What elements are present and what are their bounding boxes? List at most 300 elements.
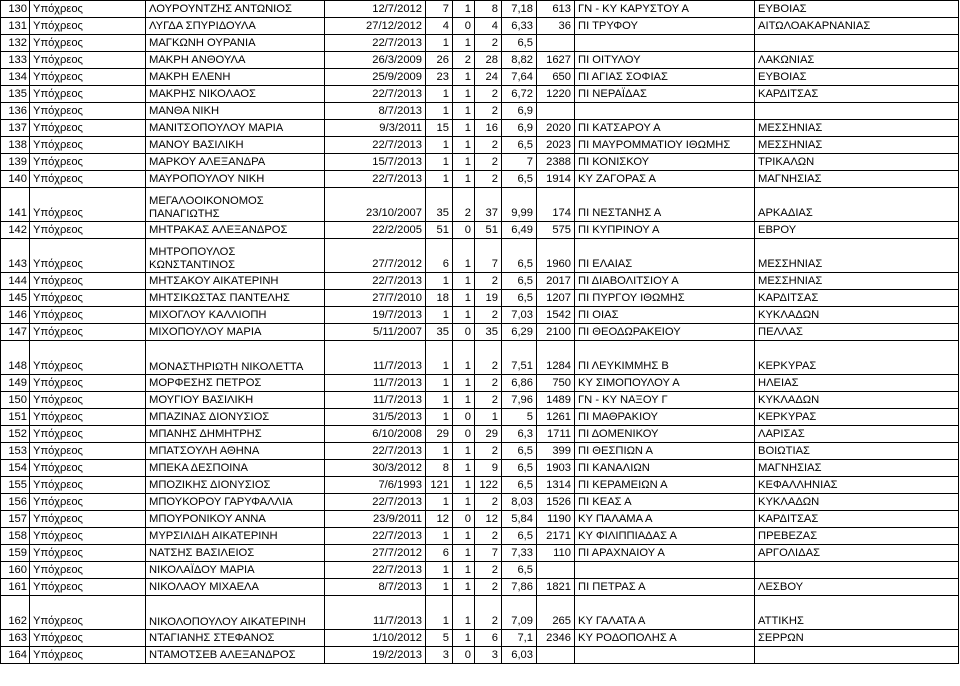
- cell-status: Υπόχρεος: [30, 1, 146, 18]
- table-row: [1, 137, 959, 154]
- cell-unit-code: 1821: [537, 579, 575, 596]
- cell-score: 6,03: [502, 647, 537, 664]
- cell-count-a: 51: [426, 222, 453, 239]
- cell-unit-name: ΚΥ ΦΙΛΙΠΠΙΑΔΑΣ Α: [575, 528, 755, 545]
- cell-status: Υπόχρεος: [30, 239, 146, 273]
- cell-unit-code: 2171: [537, 528, 575, 545]
- cell-status: Υπόχρεος: [30, 324, 146, 341]
- cell-count-a: 1: [426, 171, 453, 188]
- cell-count-a: 18: [426, 290, 453, 307]
- cell-count-b: 1: [453, 545, 475, 562]
- cell-unit-code: 1489: [537, 392, 575, 409]
- cell-status: Υπόχρεος: [30, 137, 146, 154]
- cell-row-number: 157: [1, 511, 30, 528]
- cell-status: Υπόχρεος: [30, 341, 146, 375]
- table-row: [1, 154, 959, 171]
- cell-count-total: 2: [475, 273, 502, 290]
- cell-count-total: 7: [475, 239, 502, 273]
- cell-row-number: 162: [1, 596, 30, 630]
- cell-unit-code: 1314: [537, 477, 575, 494]
- table-row: [1, 477, 959, 494]
- cell-row-number: 142: [1, 222, 30, 239]
- cell-score: 6,5: [502, 290, 537, 307]
- cell-full-name: ΜΠΑΝΗΣ ΔΗΜΗΤΡΗΣ: [146, 426, 325, 443]
- cell-count-total: 2: [475, 528, 502, 545]
- cell-full-name: ΜΑΓΚΩΝΗ ΟΥΡΑΝΙΑ: [146, 35, 325, 52]
- cell-count-total: 4: [475, 18, 502, 35]
- cell-unit-name: ΠΙ ΚΕΡΑΜΕΙΩΝ Α: [575, 477, 755, 494]
- cell-count-b: 2: [453, 188, 475, 222]
- cell-date: 6/10/2008: [325, 426, 426, 443]
- cell-full-name: ΜΠΑΤΣΟΥΛΗ ΑΘΗΝΑ: [146, 443, 325, 460]
- cell-status: Υπόχρεος: [30, 120, 146, 137]
- cell-unit-code: 265: [537, 596, 575, 630]
- cell-unit-name: [575, 562, 755, 579]
- table-row: [1, 579, 959, 596]
- cell-count-total: 3: [475, 647, 502, 664]
- cell-prefecture: ΜΕΣΣΗΝΙΑΣ: [755, 239, 959, 273]
- cell-unit-code: 750: [537, 375, 575, 392]
- cell-count-total: 29: [475, 426, 502, 443]
- cell-prefecture: ΚΑΡΔΙΤΣΑΣ: [755, 290, 959, 307]
- cell-full-name: ΜΠΟΥΡΟΝΙΚΟΥ ΑΝΝΑ: [146, 511, 325, 528]
- cell-prefecture: ΚΕΦΑΛΛΗΝΙΑΣ: [755, 477, 959, 494]
- cell-unit-code: [537, 647, 575, 664]
- table-row: [1, 188, 959, 222]
- cell-full-name: ΜΕΓΑΛΟΟΙΚΟΝΟΜΟΣ ΠΑΝΑΓΙΩΤΗΣ: [146, 188, 325, 222]
- cell-count-total: 24: [475, 69, 502, 86]
- cell-prefecture: [755, 35, 959, 52]
- cell-full-name: ΜΠΟΥΚΟΡΟΥ ΓΑΡΥΦΑΛΛΙΑ: [146, 494, 325, 511]
- cell-row-number: 131: [1, 18, 30, 35]
- cell-date: 22/7/2013: [325, 86, 426, 103]
- cell-prefecture: ΚΕΡΚΥΡΑΣ: [755, 409, 959, 426]
- cell-row-number: 163: [1, 630, 30, 647]
- cell-date: 30/3/2012: [325, 460, 426, 477]
- cell-prefecture: ΜΑΓΝΗΣΙΑΣ: [755, 460, 959, 477]
- cell-count-a: 1: [426, 579, 453, 596]
- cell-unit-code: 174: [537, 188, 575, 222]
- cell-status: Υπόχρεος: [30, 409, 146, 426]
- cell-count-b: 1: [453, 630, 475, 647]
- cell-count-a: 3: [426, 647, 453, 664]
- cell-row-number: 152: [1, 426, 30, 443]
- cell-score: 7,1: [502, 630, 537, 647]
- cell-status: Υπόχρεος: [30, 460, 146, 477]
- cell-count-total: 28: [475, 52, 502, 69]
- table-row: [1, 511, 959, 528]
- cell-count-a: 15: [426, 120, 453, 137]
- cell-unit-code: 2020: [537, 120, 575, 137]
- cell-score: 7,09: [502, 596, 537, 630]
- cell-count-total: 7: [475, 545, 502, 562]
- cell-unit-name: ΠΙ ΟΙΤΥΛΟΥ: [575, 52, 755, 69]
- cell-count-total: 2: [475, 579, 502, 596]
- cell-unit-name: ΓΝ - ΚΥ ΚΑΡΥΣΤΟΥ Α: [575, 1, 755, 18]
- cell-date: 23/10/2007: [325, 188, 426, 222]
- cell-status: Υπόχρεος: [30, 443, 146, 460]
- cell-prefecture: ΜΕΣΣΗΝΙΑΣ: [755, 120, 959, 137]
- cell-count-a: 8: [426, 460, 453, 477]
- cell-count-total: 2: [475, 171, 502, 188]
- cell-date: 22/7/2013: [325, 273, 426, 290]
- cell-score: 7,51: [502, 341, 537, 375]
- cell-date: 22/7/2013: [325, 137, 426, 154]
- cell-full-name: ΜΥΡΣΙΛΙΔΗ ΑΙΚΑΤΕΡΙΝΗ: [146, 528, 325, 545]
- cell-status: Υπόχρεος: [30, 630, 146, 647]
- cell-count-a: 1: [426, 375, 453, 392]
- cell-date: 22/7/2013: [325, 35, 426, 52]
- cell-row-number: 135: [1, 86, 30, 103]
- cell-row-number: 160: [1, 562, 30, 579]
- cell-prefecture: ΛΑΚΩΝΙΑΣ: [755, 52, 959, 69]
- cell-date: 7/6/1993: [325, 477, 426, 494]
- cell-count-total: 2: [475, 35, 502, 52]
- cell-unit-name: ΠΙ ΔΟΜΕΝΙΚΟΥ: [575, 426, 755, 443]
- cell-count-total: 2: [475, 443, 502, 460]
- table-row: [1, 239, 959, 273]
- cell-row-number: 150: [1, 392, 30, 409]
- cell-unit-name: ΠΙ ΚΑΤΣΑΡΟΥ Α: [575, 120, 755, 137]
- cell-count-b: 1: [453, 103, 475, 120]
- cell-full-name: ΜΑΝΘΑ ΝΙΚΗ: [146, 103, 325, 120]
- cell-full-name: ΜΑΝΟΥ ΒΑΣΙΛΙΚΗ: [146, 137, 325, 154]
- cell-count-b: 1: [453, 528, 475, 545]
- cell-count-a: 5: [426, 630, 453, 647]
- cell-count-b: 0: [453, 426, 475, 443]
- cell-unit-name: ΠΙ ΚΑΝΑΛΙΩΝ: [575, 460, 755, 477]
- cell-row-number: 143: [1, 239, 30, 273]
- cell-count-b: 0: [453, 222, 475, 239]
- table-row: [1, 35, 959, 52]
- cell-unit-code: 110: [537, 545, 575, 562]
- cell-unit-code: 650: [537, 69, 575, 86]
- cell-full-name: ΝΤΑΓΙΑΝΗΣ ΣΤΕΦΑΝΟΣ: [146, 630, 325, 647]
- cell-unit-name: ΠΙ ΚΕΑΣ Α: [575, 494, 755, 511]
- cell-count-b: 1: [453, 290, 475, 307]
- table-row: [1, 460, 959, 477]
- cell-unit-code: 1627: [537, 52, 575, 69]
- cell-unit-code: 1914: [537, 171, 575, 188]
- cell-count-b: 2: [453, 52, 475, 69]
- cell-prefecture: ΑΤΤΙΚΗΣ: [755, 596, 959, 630]
- cell-score: 6,9: [502, 120, 537, 137]
- cell-prefecture: ΑΡΓΟΛΙΔΑΣ: [755, 545, 959, 562]
- table-row: [1, 562, 959, 579]
- cell-count-b: 1: [453, 35, 475, 52]
- cell-score: 6,3: [502, 426, 537, 443]
- cell-prefecture: ΗΛΕΙΑΣ: [755, 375, 959, 392]
- cell-date: 25/9/2009: [325, 69, 426, 86]
- cell-full-name: ΜΗΤΣΑΚΟΥ ΑΙΚΑΤΕΡΙΝΗ: [146, 273, 325, 290]
- cell-unit-name: ΓΝ - ΚΥ ΝΑΞΟΥ Γ: [575, 392, 755, 409]
- table-row: [1, 392, 959, 409]
- cell-unit-name: ΠΙ ΑΓΙΑΣ ΣΟΦΙΑΣ: [575, 69, 755, 86]
- cell-score: 8,82: [502, 52, 537, 69]
- cell-unit-code: 399: [537, 443, 575, 460]
- cell-prefecture: ΕΒΡΟΥ: [755, 222, 959, 239]
- cell-unit-name: ΠΙ ΚΥΠΡΙΝΟΥ Α: [575, 222, 755, 239]
- cell-full-name: ΜΙΧΟΠΟΥΛΟΥ ΜΑΡΙΑ: [146, 324, 325, 341]
- cell-count-total: 2: [475, 494, 502, 511]
- cell-date: 19/2/2013: [325, 647, 426, 664]
- cell-prefecture: ΒΟΙΩΤΙΑΣ: [755, 443, 959, 460]
- cell-count-total: 2: [475, 103, 502, 120]
- cell-status: Υπόχρεος: [30, 511, 146, 528]
- cell-count-a: 121: [426, 477, 453, 494]
- cell-row-number: 138: [1, 137, 30, 154]
- cell-count-b: 1: [453, 86, 475, 103]
- cell-date: 27/7/2010: [325, 290, 426, 307]
- cell-count-b: 1: [453, 596, 475, 630]
- cell-unit-code: 613: [537, 1, 575, 18]
- table-body: [1, 1, 959, 664]
- cell-unit-name: [575, 35, 755, 52]
- cell-score: 6,5: [502, 460, 537, 477]
- cell-status: Υπόχρεος: [30, 103, 146, 120]
- cell-date: 9/3/2011: [325, 120, 426, 137]
- cell-unit-code: 1284: [537, 341, 575, 375]
- cell-full-name: ΜΗΤΡΑΚΑΣ ΑΛΕΞΑΝΔΡΟΣ: [146, 222, 325, 239]
- cell-count-total: 2: [475, 341, 502, 375]
- cell-status: Υπόχρεος: [30, 18, 146, 35]
- cell-count-total: 9: [475, 460, 502, 477]
- cell-score: 6,9: [502, 103, 537, 120]
- table-row: [1, 630, 959, 647]
- cell-count-a: 1: [426, 154, 453, 171]
- cell-unit-code: 2346: [537, 630, 575, 647]
- cell-unit-name: ΠΙ ΜΑΘΡΑΚΙΟΥ: [575, 409, 755, 426]
- cell-status: Υπόχρεος: [30, 392, 146, 409]
- cell-count-b: 1: [453, 443, 475, 460]
- cell-unit-code: 2017: [537, 273, 575, 290]
- table-row: [1, 409, 959, 426]
- cell-full-name: ΜΗΤΡΟΠΟΥΛΟΣ ΚΩΝΣΤΑΝΤΙΝΟΣ: [146, 239, 325, 273]
- cell-unit-code: 2100: [537, 324, 575, 341]
- cell-score: 6,5: [502, 137, 537, 154]
- cell-date: 15/7/2013: [325, 154, 426, 171]
- cell-score: 5: [502, 409, 537, 426]
- cell-count-a: 7: [426, 1, 453, 18]
- cell-score: 7: [502, 154, 537, 171]
- cell-status: Υπόχρεος: [30, 579, 146, 596]
- cell-score: 9,99: [502, 188, 537, 222]
- table-row: [1, 103, 959, 120]
- cell-row-number: 164: [1, 647, 30, 664]
- cell-status: Υπόχρεος: [30, 426, 146, 443]
- cell-full-name: ΝΤΑΜΟΤΣΕΒ ΑΛΕΞΑΝΔΡΟΣ: [146, 647, 325, 664]
- cell-prefecture: ΜΑΓΝΗΣΙΑΣ: [755, 171, 959, 188]
- cell-unit-code: 1711: [537, 426, 575, 443]
- cell-unit-name: ΚΥ ΠΑΛΑΜΑ Α: [575, 511, 755, 528]
- cell-count-a: 35: [426, 324, 453, 341]
- cell-count-total: 35: [475, 324, 502, 341]
- cell-count-b: 1: [453, 120, 475, 137]
- cell-unit-name: ΠΙ ΜΑΥΡΟΜΜΑΤΙΟΥ ΙΘΩΜΗΣ: [575, 137, 755, 154]
- cell-row-number: 139: [1, 154, 30, 171]
- cell-status: Υπόχρεος: [30, 494, 146, 511]
- cell-score: 6,5: [502, 35, 537, 52]
- table-row: [1, 307, 959, 324]
- cell-row-number: 141: [1, 188, 30, 222]
- cell-row-number: 137: [1, 120, 30, 137]
- cell-count-b: 1: [453, 137, 475, 154]
- cell-count-total: 16: [475, 120, 502, 137]
- cell-count-b: 1: [453, 579, 475, 596]
- cell-prefecture: ΚΥΚΛΑΔΩΝ: [755, 307, 959, 324]
- cell-row-number: 136: [1, 103, 30, 120]
- cell-unit-code: 1261: [537, 409, 575, 426]
- cell-prefecture: ΛΕΣΒΟΥ: [755, 579, 959, 596]
- cell-count-total: 19: [475, 290, 502, 307]
- cell-row-number: 159: [1, 545, 30, 562]
- cell-full-name: ΜΙΧΟΓΛΟΥ ΚΑΛΛΙΟΠΗ: [146, 307, 325, 324]
- cell-full-name: ΜΗΤΣΙΚΩΣΤΑΣ ΠΑΝΤΕΛΗΣ: [146, 290, 325, 307]
- cell-count-a: 1: [426, 86, 453, 103]
- cell-date: 19/7/2013: [325, 307, 426, 324]
- cell-count-a: 1: [426, 494, 453, 511]
- cell-count-b: 1: [453, 154, 475, 171]
- cell-date: 11/7/2013: [325, 375, 426, 392]
- cell-count-total: 2: [475, 137, 502, 154]
- cell-prefecture: ΠΡΕΒΕΖΑΣ: [755, 528, 959, 545]
- cell-count-a: 35: [426, 188, 453, 222]
- cell-count-total: 2: [475, 392, 502, 409]
- cell-unit-name: ΠΙ ΘΕΟΔΩΡΑΚΕΙΟΥ: [575, 324, 755, 341]
- cell-unit-code: 1960: [537, 239, 575, 273]
- cell-score: 7,03: [502, 307, 537, 324]
- cell-unit-name: ΠΙ ΛΕΥΚΙΜΜΗΣ Β: [575, 341, 755, 375]
- cell-unit-code: 575: [537, 222, 575, 239]
- cell-row-number: 145: [1, 290, 30, 307]
- cell-unit-name: ΚΥ ΓΑΛΑΤΑ Α: [575, 596, 755, 630]
- cell-score: 6,29: [502, 324, 537, 341]
- cell-count-b: 0: [453, 409, 475, 426]
- cell-count-b: 1: [453, 1, 475, 18]
- cell-prefecture: ΕΥΒΟΙΑΣ: [755, 1, 959, 18]
- cell-score: 6,86: [502, 375, 537, 392]
- cell-row-number: 144: [1, 273, 30, 290]
- cell-count-a: 26: [426, 52, 453, 69]
- cell-count-a: 1: [426, 443, 453, 460]
- table-row: [1, 171, 959, 188]
- cell-prefecture: ΤΡΙΚΑΛΩΝ: [755, 154, 959, 171]
- cell-full-name: ΛΟΥΡΟΥΝΤΖΗΣ ΑΝΤΩΝΙΟΣ: [146, 1, 325, 18]
- cell-date: 11/7/2013: [325, 341, 426, 375]
- table-row: [1, 647, 959, 664]
- cell-status: Υπόχρεος: [30, 528, 146, 545]
- cell-status: Υπόχρεος: [30, 290, 146, 307]
- table-row: [1, 426, 959, 443]
- cell-count-total: 122: [475, 477, 502, 494]
- cell-score: 6,72: [502, 86, 537, 103]
- cell-full-name: ΜΟΝΑΣΤΗΡΙΩΤΗ ΝΙΚΟΛΕΤΤΑ: [146, 341, 325, 375]
- cell-status: Υπόχρεος: [30, 69, 146, 86]
- cell-prefecture: ΛΑΡΙΣΑΣ: [755, 426, 959, 443]
- cell-prefecture: ΚΥΚΛΑΔΩΝ: [755, 494, 959, 511]
- cell-row-number: 161: [1, 579, 30, 596]
- cell-prefecture: ΜΕΣΣΗΝΙΑΣ: [755, 273, 959, 290]
- cell-unit-code: 1190: [537, 511, 575, 528]
- cell-unit-name: ΠΙ ΚΟΝΙΣΚΟΥ: [575, 154, 755, 171]
- cell-unit-code: 1220: [537, 86, 575, 103]
- cell-full-name: ΛΥΓΔΑ ΣΠΥΡΙΔΟΥΛΑ: [146, 18, 325, 35]
- cell-unit-code: [537, 35, 575, 52]
- cell-count-a: 1: [426, 35, 453, 52]
- table-row: [1, 120, 959, 137]
- cell-score: 6,5: [502, 239, 537, 273]
- cell-unit-name: ΚΥ ΡΟΔΟΠΟΛΗΣ Α: [575, 630, 755, 647]
- cell-row-number: 148: [1, 341, 30, 375]
- cell-full-name: ΜΑΚΡΗ ΕΛΕΝΗ: [146, 69, 325, 86]
- cell-prefecture: [755, 647, 959, 664]
- cell-prefecture: ΚΥΚΛΑΔΩΝ: [755, 392, 959, 409]
- cell-date: 23/9/2011: [325, 511, 426, 528]
- cell-count-b: 1: [453, 171, 475, 188]
- table-row: [1, 528, 959, 545]
- cell-unit-name: [575, 647, 755, 664]
- cell-count-b: 0: [453, 511, 475, 528]
- cell-unit-code: 1903: [537, 460, 575, 477]
- cell-row-number: 151: [1, 409, 30, 426]
- cell-full-name: ΜΟΡΦΕΣΗΣ ΠΕΤΡΟΣ: [146, 375, 325, 392]
- cell-score: 6,5: [502, 273, 537, 290]
- cell-score: 6,5: [502, 171, 537, 188]
- cell-count-a: 6: [426, 545, 453, 562]
- cell-count-total: 2: [475, 562, 502, 579]
- cell-count-b: 1: [453, 494, 475, 511]
- cell-status: Υπόχρεος: [30, 545, 146, 562]
- cell-count-total: 2: [475, 154, 502, 171]
- cell-score: 7,86: [502, 579, 537, 596]
- cell-full-name: ΜΠΕΚΑ ΔΕΣΠΟΙΝΑ: [146, 460, 325, 477]
- cell-full-name: ΝΙΚΟΛΑΪΔΟΥ ΜΑΡΙΑ: [146, 562, 325, 579]
- cell-status: Υπόχρεος: [30, 562, 146, 579]
- cell-score: 7,18: [502, 1, 537, 18]
- cell-score: 7,33: [502, 545, 537, 562]
- cell-prefecture: [755, 562, 959, 579]
- cell-count-total: 37: [475, 188, 502, 222]
- cell-date: 22/7/2013: [325, 494, 426, 511]
- cell-row-number: 156: [1, 494, 30, 511]
- cell-row-number: 154: [1, 460, 30, 477]
- table-row: [1, 18, 959, 35]
- cell-prefecture: ΠΕΛΛΑΣ: [755, 324, 959, 341]
- cell-count-b: 0: [453, 324, 475, 341]
- table-row: [1, 86, 959, 103]
- cell-row-number: 134: [1, 69, 30, 86]
- cell-count-b: 0: [453, 647, 475, 664]
- cell-unit-name: ΠΙ ΕΛΑΙΑΣ: [575, 239, 755, 273]
- cell-date: 22/7/2013: [325, 443, 426, 460]
- table-row: [1, 596, 959, 630]
- cell-prefecture: ΚΑΡΔΙΤΣΑΣ: [755, 511, 959, 528]
- cell-date: 31/5/2013: [325, 409, 426, 426]
- cell-unit-code: 2388: [537, 154, 575, 171]
- cell-score: 8,03: [502, 494, 537, 511]
- cell-row-number: 132: [1, 35, 30, 52]
- cell-status: Υπόχρεος: [30, 171, 146, 188]
- cell-unit-name: ΠΙ ΝΕΣΤΑΝΗΣ Α: [575, 188, 755, 222]
- cell-full-name: ΜΑΥΡΟΠΟΥΛΟΥ ΝΙΚΗ: [146, 171, 325, 188]
- cell-status: Υπόχρεος: [30, 273, 146, 290]
- cell-count-b: 1: [453, 239, 475, 273]
- cell-unit-name: ΚΥ ΖΑΓΟΡΑΣ Α: [575, 171, 755, 188]
- cell-prefecture: ΣΕΡΡΩΝ: [755, 630, 959, 647]
- cell-count-b: 1: [453, 392, 475, 409]
- cell-full-name: ΜΟΥΓΙΟΥ ΒΑΣΙΛΙΚΗ: [146, 392, 325, 409]
- cell-unit-name: ΠΙ ΤΡΥΦΟΥ: [575, 18, 755, 35]
